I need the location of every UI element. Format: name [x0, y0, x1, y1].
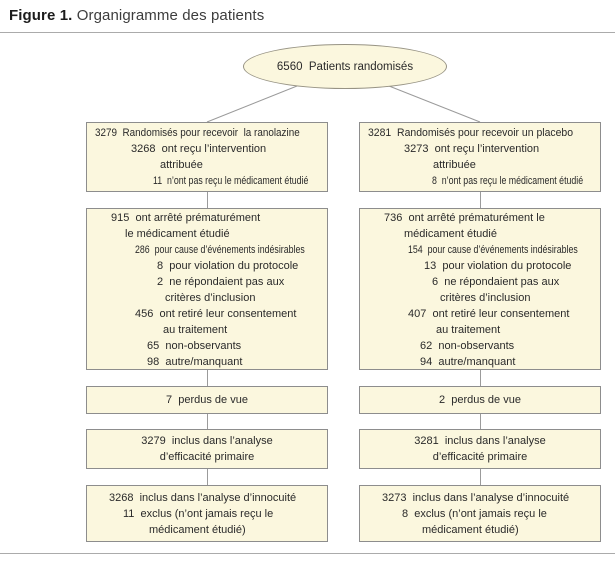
flow-text-line: le médicament étudié: [125, 228, 230, 240]
figure-caption: [9, 7, 264, 24]
flow-text-line: au traitement: [436, 324, 501, 336]
flow-text-line: médicament étudié): [422, 524, 519, 536]
flow-text-line: 2 perdus de vue: [439, 394, 521, 406]
flow-text-line: 94 autre/manquant: [420, 356, 516, 368]
flow-text-line: 3273 inclus dans l’analyse d’innocuité: [382, 492, 570, 504]
flow-text-line: 3273 ont reçu l’intervention: [404, 143, 540, 155]
flow-text-line: médicament étudié): [149, 524, 246, 536]
flow-text-line: 2 ne répondaient pas aux: [157, 276, 285, 288]
flow-text-line: [87, 173, 327, 189]
flow-text-line: critères d’inclusion: [165, 292, 256, 304]
flow-text: 3281 Randomisés pour recevoir un placebo: [368, 127, 574, 139]
box-ranolazine-safety: [86, 485, 328, 542]
flow-text-line: 915 ont arrêté prématurément: [111, 212, 261, 224]
box-ranolazine-randomized: [86, 122, 328, 192]
flow-text-line: [360, 173, 600, 189]
flow-text-line: 98 autre/manquant: [147, 356, 243, 368]
header-rule: [0, 32, 615, 33]
flow-text-line: [87, 125, 327, 141]
flow-text-line: [360, 125, 600, 141]
box-placebo-discontinued: [359, 208, 601, 370]
flow-text-line: 407 ont retiré leur consentement: [408, 308, 570, 320]
box-ranolazine-efficacy: [86, 429, 328, 469]
flow-text-line: 65 non-observants: [147, 340, 242, 352]
flow-text-line: 3268 inclus dans l’analyse d’innocuité: [109, 492, 297, 504]
figure-title: Organigramme des patients: [76, 7, 265, 24]
flow-text: 154 pour cause d’événements indésirables: [408, 244, 578, 256]
flow-text-line: 11 exclus (n’ont jamais reçu le: [123, 508, 274, 520]
box-ranolazine-lost-followup: [86, 386, 328, 414]
flow-text-line: 3279 inclus dans l’analyse: [141, 435, 273, 447]
flow-text-line: 8 exclus (n’ont jamais reçu le: [402, 508, 547, 520]
figure-label: Figure 1.: [9, 7, 73, 24]
flow-text-line: 3268 ont reçu l’intervention: [131, 143, 267, 155]
box-placebo-safety: [359, 485, 601, 542]
flow-text-line: 736 ont arrêté prématurément le: [384, 212, 545, 224]
flow-text-line: 13 pour violation du protocole: [424, 260, 572, 272]
flow-text: 3279 Randomisés pour recevoir la ranolazine: [95, 127, 300, 139]
flow-text-line: 7 perdus de vue: [166, 394, 248, 406]
flow-text-line: 62 non-observants: [420, 340, 515, 352]
flow-text-line: [360, 242, 600, 258]
flow-text-line: 3281 inclus dans l’analyse: [414, 435, 546, 447]
flow-text-line: attribuée: [160, 159, 203, 171]
flow-text-line: critères d’inclusion: [440, 292, 531, 304]
node-total-randomized-text: 6560 Patients randomisés: [276, 60, 414, 73]
flow-text-line: d’efficacité primaire: [159, 451, 255, 463]
footer-rule: [0, 553, 615, 554]
flow-text-line: 8 pour violation du protocole: [157, 260, 299, 272]
flow-text-line: [87, 242, 327, 258]
flow-text: 286 pour cause d’événements indésirables: [135, 244, 305, 256]
flow-text-line: 456 ont retiré leur consentement: [135, 308, 297, 320]
flow-text-line: médicament étudié: [404, 228, 497, 240]
flow-text-line: d’efficacité primaire: [432, 451, 528, 463]
flow-text-line: attribuée: [433, 159, 476, 171]
box-placebo-lost-followup: [359, 386, 601, 414]
node-total-randomized: [243, 44, 447, 89]
box-placebo-efficacy: [359, 429, 601, 469]
flow-text-line: 6 ne répondaient pas aux: [432, 276, 560, 288]
flow-text: 11 n’ont pas reçu le médicament étudié: [153, 175, 309, 187]
box-ranolazine-discontinued: [86, 208, 328, 370]
flow-text: 8 n’ont pas reçu le médicament étudié: [432, 175, 584, 187]
flow-text-line: au traitement: [163, 324, 228, 336]
box-placebo-randomized: [359, 122, 601, 192]
